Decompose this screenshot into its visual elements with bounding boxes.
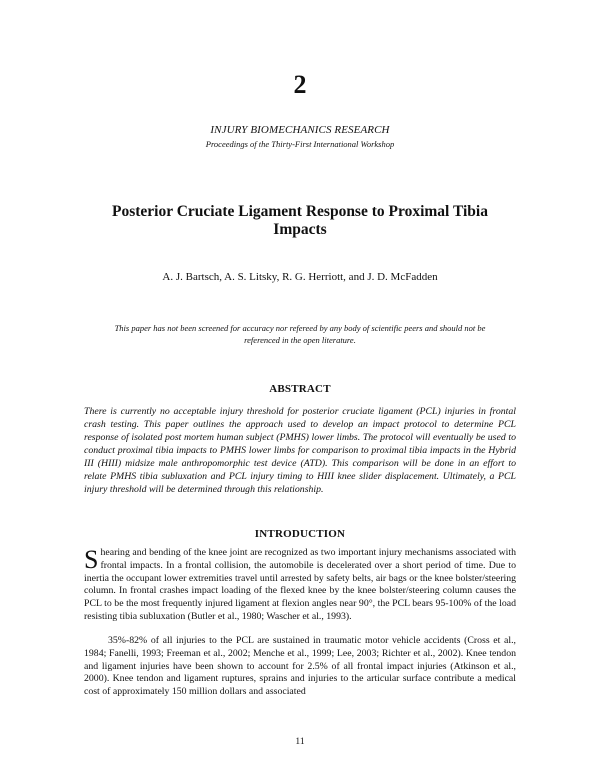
- series-title: INJURY BIOMECHANICS RESEARCH: [210, 124, 390, 136]
- abstract-text: There is currently no acceptable injury threshold for posterior cruciate ligament (PCL) injuries in frontal crash testing. This paper outlines the approach used to develop an impact protocol to determine PCL response of isolated post mortem human subject (PMHS) lower limbs. The protocol will eventually be used to conduct proximal tibia impacts to PMHS lower limbs for comparison to proximal tibia impacts in the Hybrid III (HIII) midsize male anthropomorphic test device (ATD). This comparison will be done in an effort to relate PMHS tibia subluxation and PCL injury timing to HIII knee slider displacement. Ultimately, a PCL injury threshold will be determined through this relationship.: [84, 406, 516, 495]
- disclaimer-note: This paper has not been screened for accuracy nor refereed by any body of scientific peers and should not be referenced in the open literature.: [114, 323, 486, 345]
- paper-title: Posterior Cruciate Ligament Response to Proximal Tibia Impacts: [112, 203, 488, 238]
- introduction-heading: INTRODUCTION: [254, 528, 346, 540]
- series-subtitle: Proceedings of the Thirty-First International Workshop: [205, 139, 395, 149]
- drop-cap-letter: S: [84, 545, 99, 574]
- paragraph-1-text: hearing and bending of the knee joint are recognized as two important injury mechanisms associated with frontal impacts. In a frontal collision, the automobile is decelerated over a short period of time. Due to inertia the occupant lower extremities travel until arrested by safety belts, air bags or the knee bolster/steering column. In frontal crashes impact loading of the flexed knee by the knee bolster/steering column causes the PCL to be the most frequently injured ligament at flexion angles near 90°, the PCL bears 95-100% of the load resisting tibia subluxation (Butler et al., 1980; Wascher et al., 1993).: [84, 547, 516, 622]
- page-number: 11: [295, 737, 305, 747]
- introduction-paragraph-1: [84, 547, 516, 624]
- author-list: A. J. Bartsch, A. S. Litsky, R. G. Herriott, and J. D. McFadden: [162, 271, 438, 283]
- introduction-paragraph-2: 35%-82% of all injuries to the PCL are sustained in traumatic motor vehicle accidents (Cross et al., 1984; Fanelli, 1993; Freeman et al., 2002; Menche et al., 1999; Lee, 2003; Richter et al., 2002). Knee tendon and ligament injuries have been shown to account for 2.5% of all frontal impact injuries (Atkinson et al., 2000). Knee tendon and ligament ruptures, sprains and injuries to the articular surface contribute a medical cost of approximately 150 million dollars and associated: [84, 635, 516, 698]
- chapter-number: 2: [293, 70, 307, 99]
- abstract-heading: ABSTRACT: [269, 383, 331, 395]
